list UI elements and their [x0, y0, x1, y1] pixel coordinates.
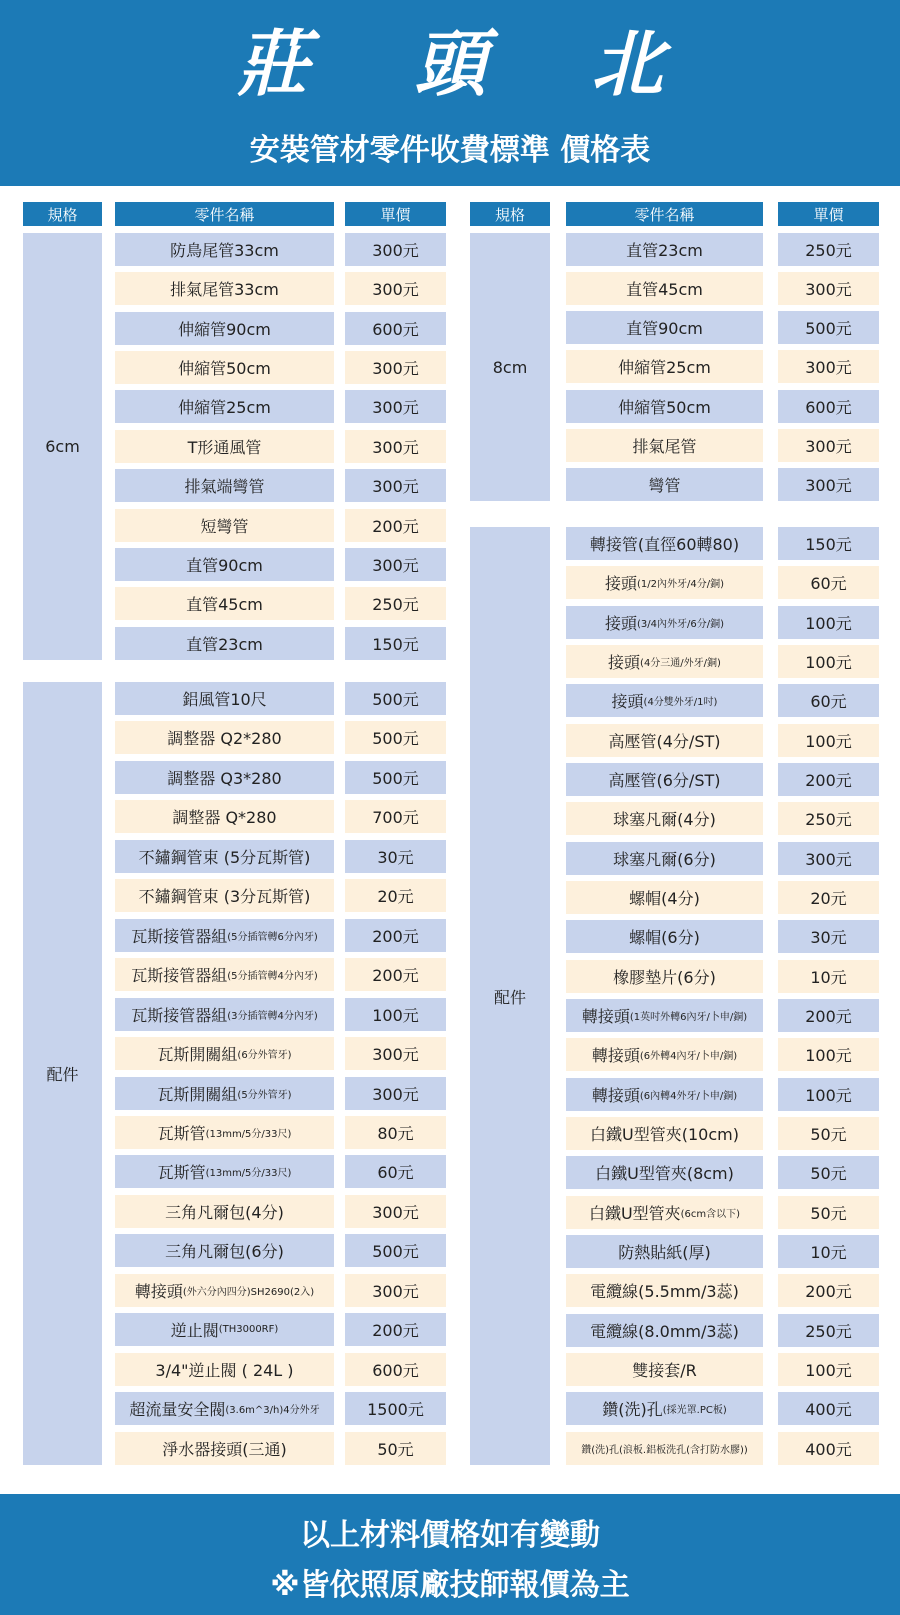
item-name-text: 伸縮管50cm: [618, 398, 711, 417]
item-price: 50元: [778, 1196, 879, 1229]
item-name-note: (3/4內外牙/6分/銅): [637, 619, 724, 630]
item-price: 600元: [778, 390, 879, 423]
item-name-text: 三角凡爾包(6分): [165, 1242, 284, 1261]
item-name-text: 排氣端彎管: [184, 477, 265, 496]
item-price: 10元: [778, 960, 879, 993]
item-name: [566, 1432, 763, 1465]
item-name-text: 伸縮管25cm: [178, 398, 271, 417]
item-name-note: (5分插管轉6分內牙): [227, 932, 318, 943]
item-price: 100元: [778, 1078, 879, 1111]
item-name-text: 轉接頭: [591, 1046, 640, 1065]
item-name: [115, 1392, 334, 1425]
item-name-text: 短彎管: [200, 517, 249, 536]
item-name-note: (1英吋外轉6內牙/卜申/銅): [629, 1012, 748, 1023]
item-name-text: 直管45cm: [186, 595, 263, 614]
page-footer: [0, 1494, 900, 1615]
item-name-note: 鑽(洗)孔(浪板.鋁板洗孔(含打防水膠)): [581, 1445, 748, 1456]
item-name-text: 三角凡爾包(4分): [165, 1203, 284, 1222]
item-name-text: 直管90cm: [186, 556, 263, 575]
item-name: [566, 724, 763, 757]
item-price: 300元: [345, 1195, 446, 1228]
item-name-text: 超流量安全閥: [129, 1400, 226, 1419]
item-name: [115, 390, 334, 423]
item-name: [566, 802, 763, 835]
item-price: 150元: [345, 627, 446, 660]
item-price: 250元: [778, 1314, 879, 1347]
item-name: [115, 1195, 334, 1228]
item-name-text: 白鐵U型管夾(10cm): [590, 1125, 739, 1144]
left-header-spec: 規格: [23, 202, 102, 226]
item-price: 600元: [345, 1353, 446, 1386]
item-name-text: 淨水器接頭(三通): [162, 1440, 287, 1459]
item-name: [566, 881, 763, 914]
item-name-text: 轉接管(直徑60轉80): [589, 535, 740, 554]
item-name-text: 不鏽鋼管束 (5分瓦斯管): [138, 848, 311, 867]
item-name-text: 不鏽鋼管束 (3分瓦斯管): [138, 887, 311, 906]
item-name: [115, 800, 334, 833]
item-name: [115, 919, 334, 952]
item-name-note: (4分三通/外牙/銅): [640, 658, 721, 669]
item-name-text: 螺帽(4分): [629, 889, 700, 908]
item-price: 600元: [345, 312, 446, 345]
item-name: [566, 311, 763, 344]
item-name-text: 瓦斯接管器組: [131, 966, 228, 985]
item-price: 100元: [778, 724, 879, 757]
item-name-note: (採光罩.PC板): [662, 1405, 727, 1416]
item-name-text: 3/4"逆止閥 ( 24L ): [155, 1361, 294, 1380]
item-name: [115, 1116, 334, 1149]
item-name-text: 逆止閥: [170, 1321, 219, 1340]
page-header: [0, 0, 900, 186]
item-name: [566, 1314, 763, 1347]
right-header-price: 單價: [778, 202, 879, 226]
item-name-note: (5分插管轉4分內牙): [227, 971, 318, 982]
item-name: [115, 627, 334, 660]
item-price: 200元: [345, 509, 446, 542]
item-name-note: (6內轉4外牙/卜申/銅): [639, 1091, 738, 1102]
item-price: 200元: [778, 999, 879, 1032]
item-price: 300元: [345, 390, 446, 423]
item-name: [115, 1432, 334, 1465]
footer-line-1: 以上材料價格如有變動: [300, 1518, 600, 1553]
item-name: [115, 351, 334, 384]
item-name-text: 瓦斯開關組: [157, 1085, 238, 1104]
item-name: [115, 312, 334, 345]
item-name-text: 彎管: [648, 476, 681, 495]
item-name-note: (3.6m^3/h)4分外牙: [225, 1405, 320, 1416]
item-name-text: 接頭: [611, 692, 644, 711]
item-name-note: (1/2內外牙/4分/銅): [637, 579, 724, 590]
item-price: 300元: [778, 272, 879, 305]
item-name: [115, 840, 334, 873]
item-price: 500元: [345, 1234, 446, 1267]
item-price: 1500元: [345, 1392, 446, 1425]
item-name: [115, 1234, 334, 1267]
item-name: [115, 1274, 334, 1307]
item-name-text: 高壓管(6分/ST): [608, 771, 721, 790]
item-price: 250元: [778, 802, 879, 835]
item-name-text: 瓦斯接管器組: [131, 927, 228, 946]
item-price: 500元: [345, 721, 446, 754]
item-name: [566, 684, 763, 717]
right-header-name: 零件名稱: [566, 202, 763, 226]
item-price: 30元: [345, 840, 446, 873]
item-name: [115, 1037, 334, 1070]
item-price: 300元: [778, 429, 879, 462]
item-name: [566, 350, 763, 383]
item-price: 300元: [345, 1077, 446, 1110]
item-name-text: 電纜線(5.5mm/3蕊): [590, 1282, 739, 1301]
item-price: 400元: [778, 1432, 879, 1465]
item-name-text: 接頭: [604, 574, 637, 593]
item-name-note: (13mm/5分/33尺): [205, 1129, 292, 1140]
item-name-text: 轉接頭: [134, 1282, 183, 1301]
item-name-text: 轉接頭: [591, 1086, 640, 1105]
item-price: 250元: [345, 587, 446, 620]
item-name: [566, 1235, 763, 1268]
item-name-note: (6分外管牙): [237, 1050, 292, 1061]
item-name: [115, 1155, 334, 1188]
item-price: 100元: [778, 1353, 879, 1386]
item-name-note: (6cm含以下): [680, 1209, 741, 1220]
item-name: [115, 998, 334, 1031]
item-name: [566, 1196, 763, 1229]
item-price: 700元: [345, 800, 446, 833]
item-price: 200元: [778, 763, 879, 796]
item-name-text: 排氣尾管33cm: [170, 280, 279, 299]
item-name-text: 瓦斯管: [157, 1124, 206, 1143]
item-name-note: (5分外管牙): [237, 1090, 292, 1101]
item-name-note: (6外轉4內牙/卜申/銅): [639, 1051, 738, 1062]
item-name: [566, 763, 763, 796]
item-name: [566, 1392, 763, 1425]
item-price: 200元: [778, 1274, 879, 1307]
item-name-text: 防鳥尾管33cm: [170, 241, 279, 260]
brand-title: 莊 頭 北: [236, 21, 704, 106]
item-name: [566, 566, 763, 599]
item-name-text: 轉接頭: [581, 1007, 630, 1026]
item-name: [566, 468, 763, 501]
item-price: 200元: [345, 919, 446, 952]
item-price: 500元: [345, 682, 446, 715]
item-name: [115, 509, 334, 542]
item-name-text: 螺帽(6分): [629, 928, 700, 947]
item-name: [115, 469, 334, 502]
item-price: 300元: [345, 1037, 446, 1070]
left-spec-label: 配件: [23, 682, 102, 1465]
item-name: [115, 233, 334, 266]
item-name-text: 伸縮管50cm: [178, 359, 271, 378]
item-name: [566, 233, 763, 266]
item-name: [566, 1117, 763, 1150]
item-name-text: 雙接套/R: [632, 1361, 697, 1380]
item-name-text: 球塞凡爾(4分): [613, 810, 716, 829]
item-name-text: 瓦斯接管器組: [131, 1006, 228, 1025]
left-header-name: 零件名稱: [115, 202, 334, 226]
item-name-text: 白鐵U型管夾(8cm): [595, 1164, 734, 1183]
item-name: [115, 1077, 334, 1110]
item-price: 50元: [778, 1156, 879, 1189]
item-name-text: T形通風管: [187, 438, 262, 457]
item-price: 20元: [345, 879, 446, 912]
item-price: 60元: [345, 1155, 446, 1188]
item-name: [566, 1078, 763, 1111]
item-name-text: 電纜線(8.0mm/3蕊): [590, 1322, 739, 1341]
item-price: 500元: [345, 761, 446, 794]
item-name-text: 防熱貼紙(厚): [618, 1243, 711, 1262]
item-price: 300元: [345, 430, 446, 463]
item-name: [115, 682, 334, 715]
item-price: 300元: [345, 233, 446, 266]
item-name: [566, 1038, 763, 1071]
item-name: [566, 645, 763, 678]
item-price: 60元: [778, 684, 879, 717]
item-price: 300元: [778, 842, 879, 875]
item-price: 60元: [778, 566, 879, 599]
item-price: 300元: [345, 1274, 446, 1307]
item-name-note: (3分插管轉4分內牙): [227, 1011, 318, 1022]
right-header-spec: 規格: [470, 202, 550, 226]
item-name: [115, 1313, 334, 1346]
item-price: 400元: [778, 1392, 879, 1425]
item-name: [566, 1353, 763, 1386]
item-name: [115, 879, 334, 912]
item-price: 30元: [778, 920, 879, 953]
item-name-text: 伸縮管90cm: [178, 320, 271, 339]
item-name: [566, 390, 763, 423]
item-price: 300元: [345, 351, 446, 384]
item-name-text: 調整器 Q3*280: [167, 769, 282, 788]
item-price: 100元: [345, 998, 446, 1031]
item-name: [115, 1353, 334, 1386]
item-name-text: 瓦斯管: [157, 1163, 206, 1182]
item-price: 250元: [778, 233, 879, 266]
item-price: 50元: [345, 1432, 446, 1465]
item-name: [566, 920, 763, 953]
item-name-text: 高壓管(4分/ST): [608, 732, 721, 751]
item-name: [566, 1274, 763, 1307]
item-price: 300元: [778, 468, 879, 501]
item-name-text: 直管45cm: [626, 280, 703, 299]
item-name: [115, 761, 334, 794]
item-name-text: 瓦斯開關組: [157, 1045, 238, 1064]
item-name: [566, 606, 763, 639]
item-name: [566, 272, 763, 305]
item-name: [566, 429, 763, 462]
item-price: 20元: [778, 881, 879, 914]
item-name-note: (13mm/5分/33尺): [205, 1168, 292, 1179]
item-name-text: 調整器 Q2*280: [167, 729, 282, 748]
item-name-text: 伸縮管25cm: [618, 358, 711, 377]
item-price: 50元: [778, 1117, 879, 1150]
page-subtitle: 安裝管材零件收費標準 價格表: [249, 133, 651, 168]
item-price: 300元: [778, 350, 879, 383]
left-spec-label: 6cm: [23, 233, 102, 660]
item-name-text: 接頭: [604, 614, 637, 633]
item-price: 100元: [778, 645, 879, 678]
item-price: 200元: [345, 1313, 446, 1346]
item-name: [115, 587, 334, 620]
item-name-note: (4分雙外牙/1吋): [643, 697, 718, 708]
item-name-note: (TH3000RF): [218, 1324, 279, 1335]
item-name-text: 直管23cm: [626, 241, 703, 260]
item-price: 300元: [345, 469, 446, 502]
item-name-text: 球塞凡爾(6分): [613, 850, 716, 869]
item-name: [115, 958, 334, 991]
item-name-text: 直管90cm: [626, 319, 703, 338]
item-name-text: 接頭: [608, 653, 641, 672]
footer-line-2: ※皆依照原廠技師報價為主: [270, 1568, 630, 1603]
item-name: [566, 960, 763, 993]
item-price: 10元: [778, 1235, 879, 1268]
right-spec-label: 8cm: [470, 233, 550, 501]
right-spec-label: 配件: [470, 527, 550, 1465]
item-name-text: 排氣尾管: [632, 437, 697, 456]
item-name: [115, 272, 334, 305]
item-price: 150元: [778, 527, 879, 560]
item-name-text: 鑽(洗)孔: [602, 1400, 663, 1419]
item-name: [115, 430, 334, 463]
item-price: 500元: [778, 311, 879, 344]
item-name: [566, 999, 763, 1032]
item-price: 200元: [345, 958, 446, 991]
item-name-text: 調整器 Q*280: [172, 808, 277, 827]
item-price: 80元: [345, 1116, 446, 1149]
item-name-note: (外六分內四分)SH2690(2入): [182, 1287, 315, 1298]
item-name: [566, 842, 763, 875]
item-name: [566, 1156, 763, 1189]
item-name: [115, 721, 334, 754]
item-name: [115, 548, 334, 581]
item-price: 300元: [345, 272, 446, 305]
item-name-text: 直管23cm: [186, 635, 263, 654]
item-name-text: 橡膠墊片(6分): [613, 968, 716, 987]
item-price: 100元: [778, 1038, 879, 1071]
left-header-price: 單價: [345, 202, 446, 226]
item-name-text: 鋁風管10尺: [182, 690, 267, 709]
item-price: 100元: [778, 606, 879, 639]
item-name-text: 白鐵U型管夾: [588, 1204, 681, 1223]
item-price: 300元: [345, 548, 446, 581]
item-name: [566, 527, 763, 560]
